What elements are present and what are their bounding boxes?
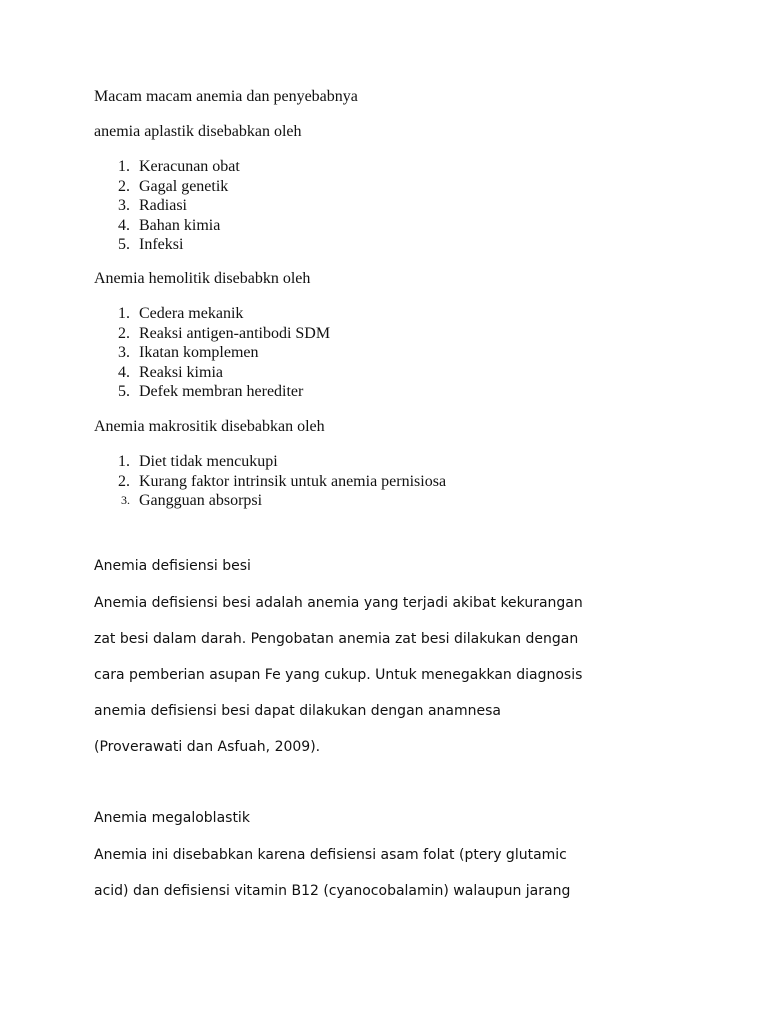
list-item-text: Defek membran herediter — [139, 383, 304, 400]
list-number: 5. — [118, 383, 130, 400]
list-item-text: Radiasi — [139, 197, 187, 214]
list-item-text: Cedera mekanik — [139, 305, 244, 322]
list-number: 4. — [118, 363, 130, 381]
list-number: 3. — [121, 493, 130, 507]
list-item-text: Gangguan absorpsi — [139, 492, 263, 509]
list-item-text: Reaksi kimia — [139, 363, 223, 381]
paragraph-line-citation: (Proverawati dan Asfuah, 2009). — [94, 739, 321, 755]
section-heading-defisiensi: Anemia defisiensi besi — [94, 558, 251, 574]
list-number: 1. — [118, 305, 130, 322]
list-number: 2. — [118, 324, 130, 342]
list-number: 2. — [118, 177, 130, 195]
list-number: 3. — [118, 344, 130, 361]
paragraph-line: acid) dan defisiensi vitamin B12 (cyanocobalamin) walaupun jarang — [94, 883, 571, 899]
list-number: 1. — [118, 453, 130, 470]
paragraph-line: zat besi dalam darah. Pengobatan anemia zat besi dilakukan dengan — [94, 631, 579, 647]
list-item-text: Ikatan komplemen — [139, 344, 259, 361]
list-item-text: Keracunan obat — [139, 158, 240, 175]
list-number: 2. — [118, 472, 130, 490]
paragraph-line: anemia defisiensi besi dapat dilakukan dengan anamnesa — [94, 703, 501, 719]
list-item-text: Bahan kimia — [139, 216, 221, 234]
list-item-text: Diet tidak mencukupi — [139, 453, 278, 470]
document-title: Macam macam anemia dan penyebabnya — [94, 88, 358, 105]
section-heading-hemolitik: Anemia hemolitik disebabkn oleh — [94, 270, 311, 287]
section-heading-megaloblastik: Anemia megaloblastik — [94, 810, 250, 826]
list-number: 3. — [118, 197, 130, 214]
list-number: 1. — [118, 158, 130, 175]
section-heading-aplastik: anemia aplastik disebabkan oleh — [94, 123, 302, 140]
list-item-text: Reaksi antigen-antibodi SDM — [139, 324, 331, 342]
paragraph-line: cara pemberian asupan Fe yang cukup. Untuk menegakkan diagnosis — [94, 667, 583, 683]
list-number: 5. — [118, 236, 130, 253]
list-item-text: Infeksi — [139, 236, 184, 253]
list-item-text: Kurang faktor intrinsik untuk anemia pernisiosa — [139, 472, 447, 490]
paragraph-line: Anemia defisiensi besi adalah anemia yang terjadi akibat kekurangan — [94, 595, 583, 611]
paragraph-line: Anemia ini disebabkan karena defisiensi asam folat (ptery glutamic — [94, 847, 567, 863]
list-number: 4. — [118, 216, 130, 234]
section-heading-makrositik: Anemia makrositik disebabkan oleh — [94, 418, 325, 435]
list-item-text: Gagal genetik — [139, 177, 229, 195]
